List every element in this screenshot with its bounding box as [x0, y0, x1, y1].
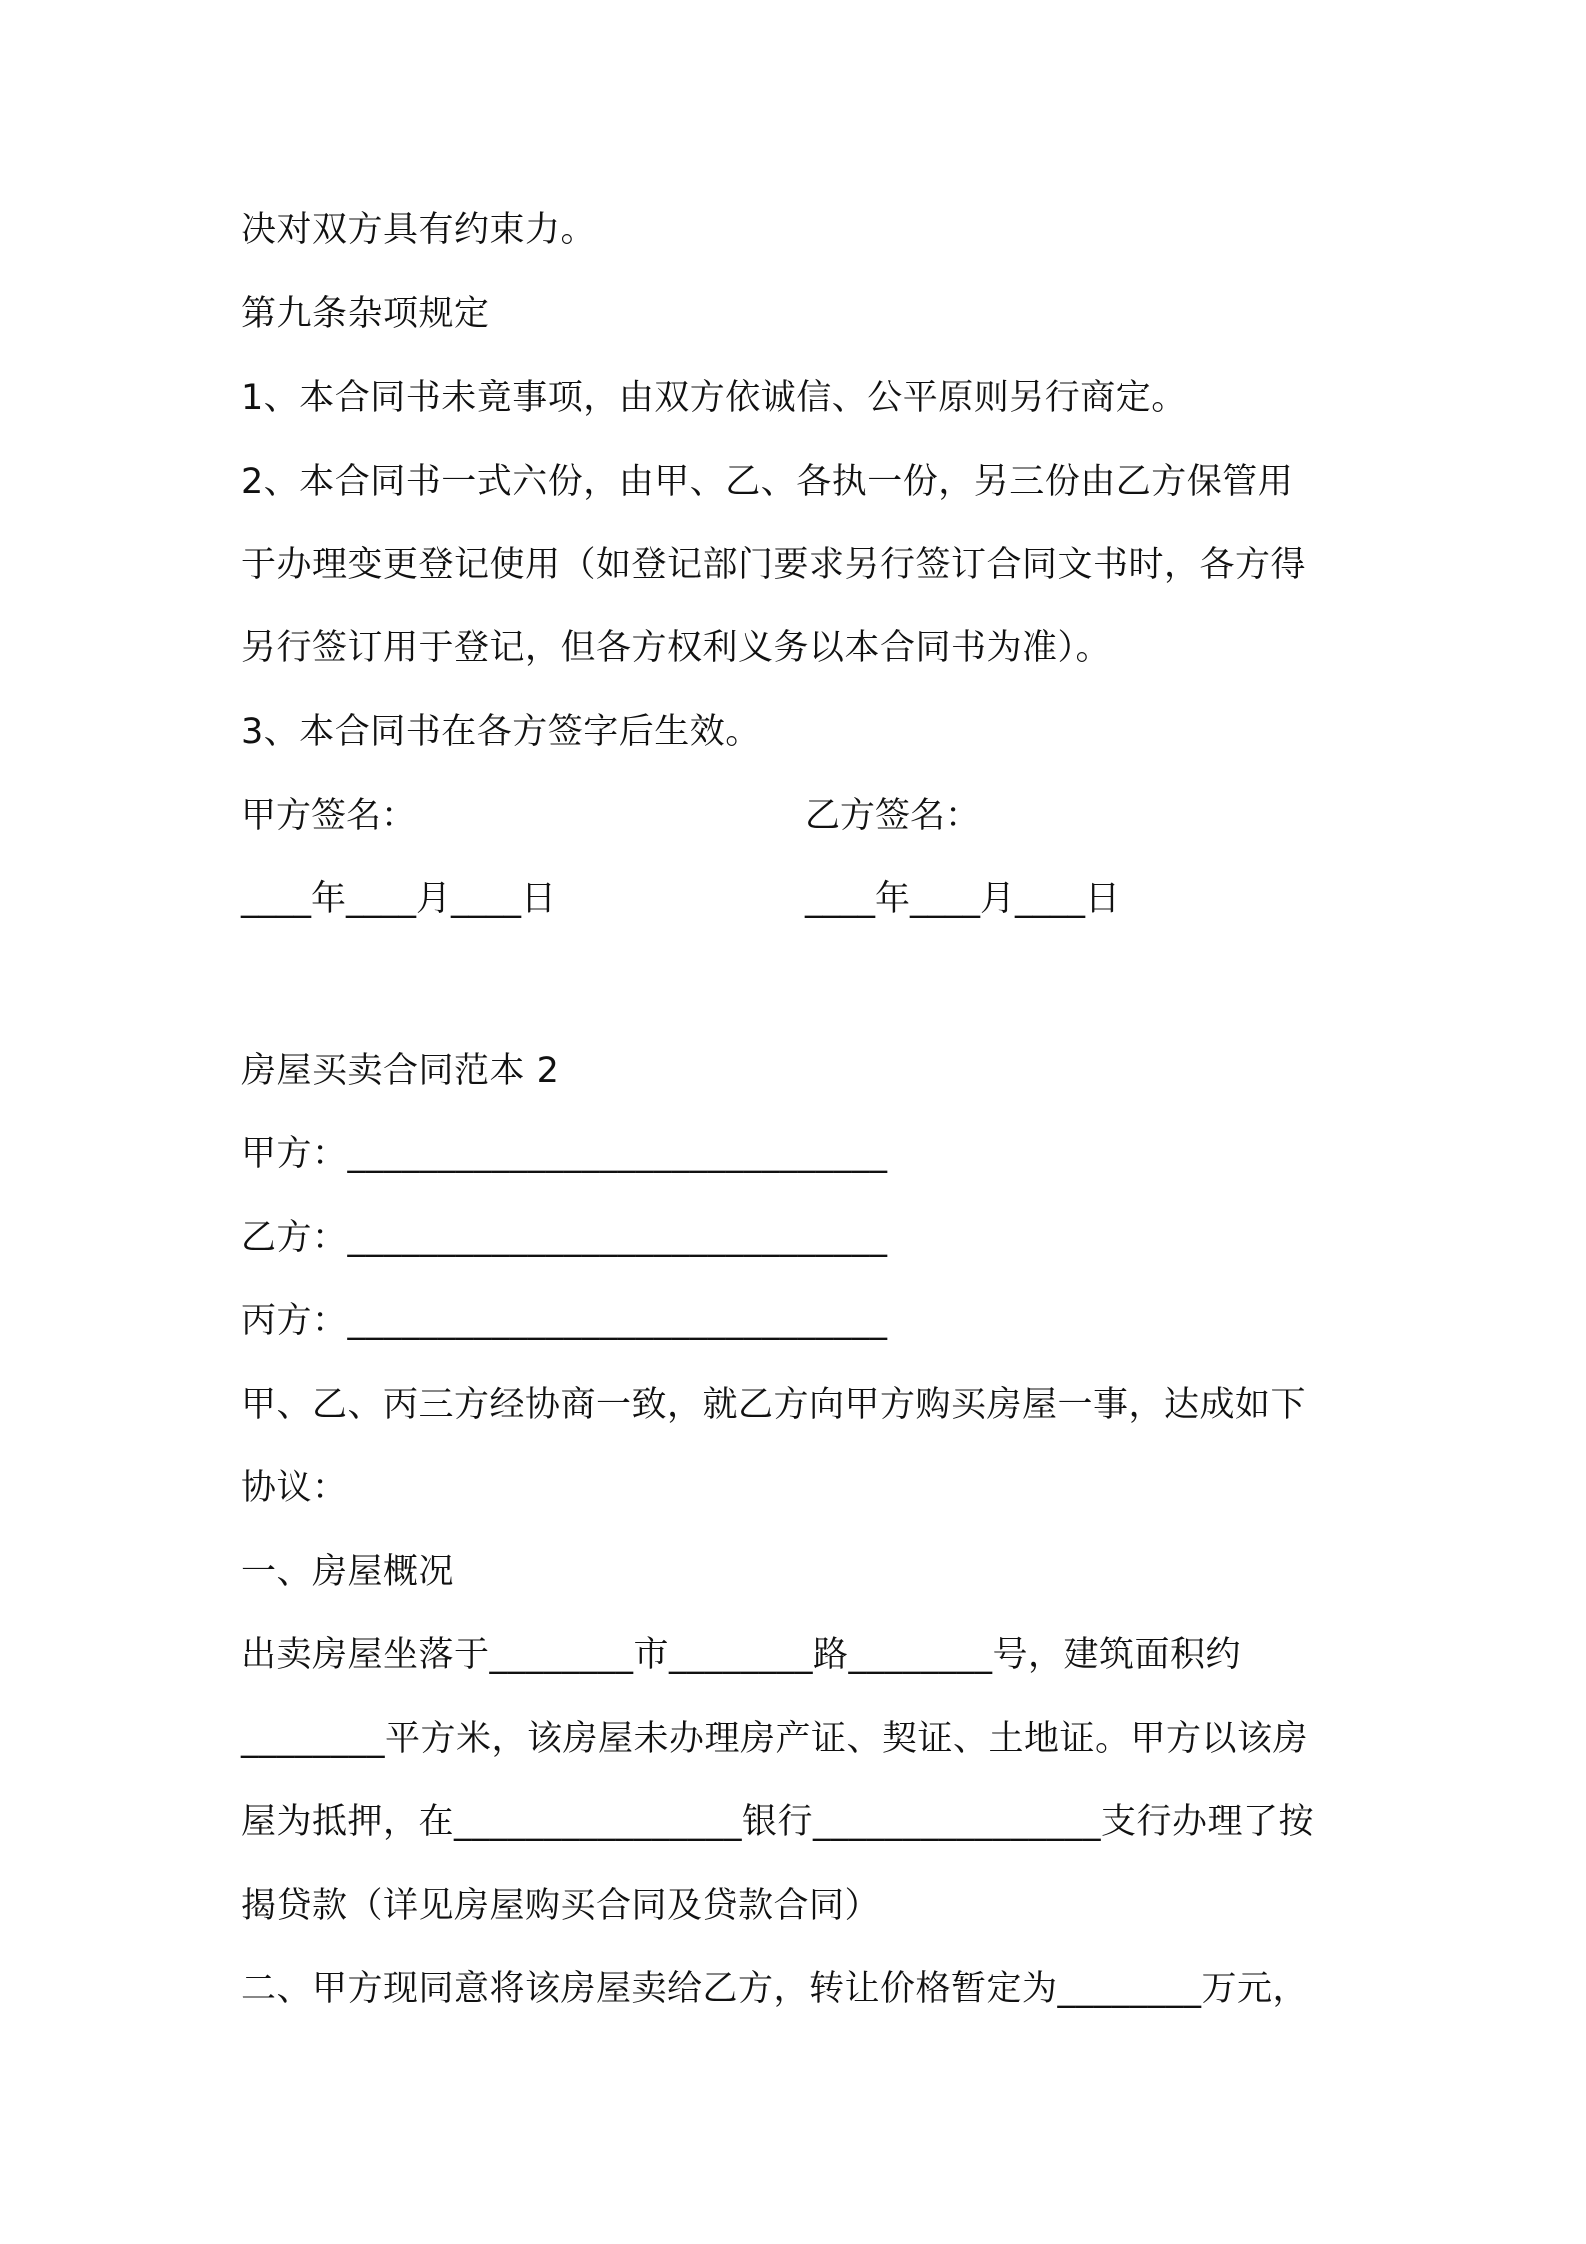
clause-item-2-line-2: 于办理变更登记使用（如登记部门要求另行签订合同文书时，各方得 — [241, 545, 1307, 585]
agreement-intro-line-1: 甲、乙、丙三方经协商一致，就乙方向甲方购买房屋一事，达成如下 — [241, 1385, 1307, 1425]
clause-item-2-line-1: 2、本合同书一式六份，由甲、乙、各执一份，另三份由乙方保管用 — [241, 462, 1294, 502]
clause-item-2-line-3: 另行签订用于登记，但各方权利义务以本合同书为准）。 — [241, 628, 1112, 668]
house-overview-line-1: 出卖房屋坐落于________市________路________号，建筑面积约 — [241, 1635, 1242, 1675]
party-c-field: 丙方：______________________________ — [241, 1301, 888, 1341]
contract-sample-2-title: 房屋买卖合同范本 2 — [241, 1051, 560, 1091]
party-a-signature-date: ____年____月____日 — [241, 879, 557, 919]
house-overview-line-3: 屋为抵押，在________________银行________________支行办理了按 — [241, 1802, 1315, 1842]
house-overview-line-2: ________平方米，该房屋未办理房产证、契证、土地证。甲方以该房 — [241, 1719, 1309, 1759]
clause-binding-text: 决对双方具有约束力。 — [241, 210, 597, 250]
clause-item-1: 1、本合同书未竟事项，由双方依诚信、公平原则另行商定。 — [241, 378, 1187, 418]
clause-item-3: 3、本合同书在各方签字后生效。 — [241, 712, 761, 752]
party-b-signature-date: ____年____月____日 — [805, 879, 1121, 919]
article-nine-heading: 第九条杂项规定 — [241, 294, 490, 334]
party-a-field: 甲方：______________________________ — [241, 1134, 888, 1174]
party-b-field: 乙方：______________________________ — [241, 1218, 888, 1258]
party-b-signature-label: 乙方签名： — [805, 796, 981, 836]
house-overview-line-4: 揭贷款（详见房屋购买合同及贷款合同） — [241, 1886, 881, 1926]
section-sale-price-heading: 二、甲方现同意将该房屋卖给乙方，转让价格暂定为________万元， — [241, 1969, 1309, 2009]
section-house-overview-heading: 一、房屋概况 — [241, 1552, 455, 1592]
agreement-intro-line-2: 协议： — [241, 1468, 348, 1508]
party-a-signature-label: 甲方签名： — [241, 796, 417, 836]
